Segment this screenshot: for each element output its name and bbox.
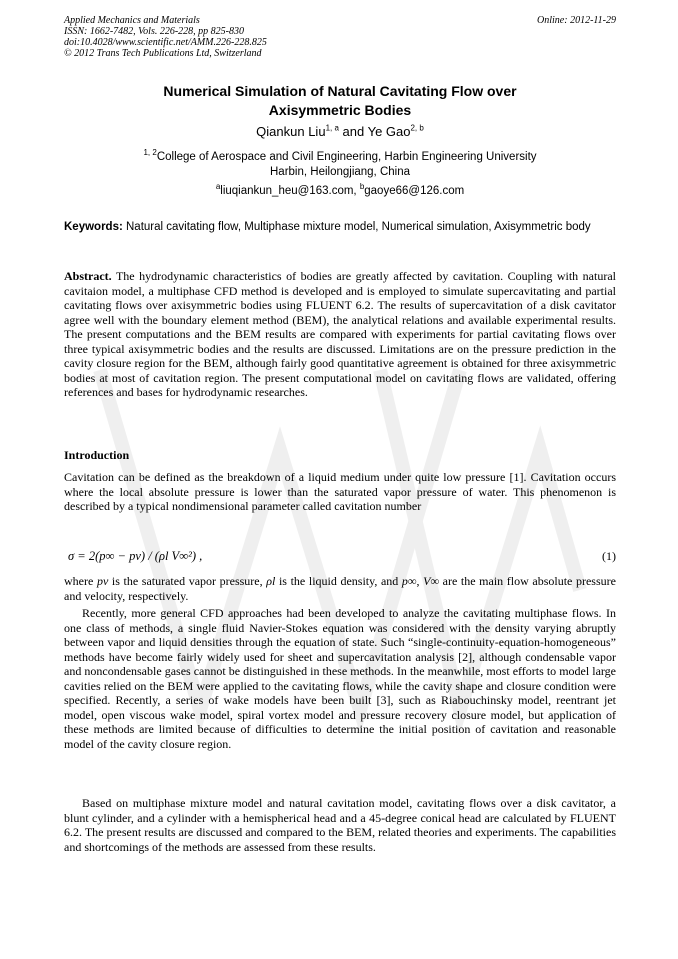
where-text-5: are the main flow absolute pressure and velocity, respectively.: [64, 574, 616, 603]
paper-title: [64, 82, 616, 120]
where-text-2: is the saturated vapor pressure,: [108, 574, 267, 588]
abstract: [64, 269, 616, 400]
symbol-p-inf: p∞: [401, 574, 417, 588]
equation-number: (1): [602, 549, 616, 563]
email-a-superscript: a: [215, 182, 221, 192]
affiliation: [64, 150, 616, 180]
affiliation-line-2: Harbin, Heilongjiang, China: [270, 166, 410, 178]
copyright-line: © 2012 Trans Tech Publications Ltd, Switzerland: [64, 48, 262, 59]
affiliation-superscript: 1, 2: [143, 148, 157, 158]
email-a: liuqiankun_heu@163.com,: [220, 185, 360, 197]
symbol-pv: pv: [96, 574, 109, 588]
author-1-superscript: 1, a: [325, 123, 339, 133]
where-text-1: where: [64, 574, 97, 588]
affiliation-line-1: College of Aerospace and Civil Engineering, Harbin Engineering University: [156, 151, 537, 163]
where-text-3: is the liquid density, and: [275, 574, 402, 588]
author-2: and Ye Gao: [338, 124, 411, 139]
abstract-text: The hydrodynamic characteristics of bodies are greatly affected by cavitation. Coupling with natural cavitaion model, a multiphase CFD method is developed and is employed to simulate supercavitating and partial cavitating flows over axisymmetric bodies using FLUENT 6.2. The results of supercavitation of a disk cavitator agree well with the boundary element method (BEM), the analytical relations and available experimental results. The present computations and the BEM results are compared with experiments for partial cavitating flows over three typical axisymmetric bodies and the results are discussed. Limitations are on the pressure prediction in the cavity closure region for the BEM, although fairly good quantitative agreement is obtained for three axisymmetric bodies at most of cavitation region. The present computational model on cavitating flows are validated, offering references and bases for hydrodynamic researches.: [64, 269, 616, 399]
symbol-rho-l: ρl: [266, 574, 276, 588]
where-text-4: ,: [416, 574, 424, 588]
journal-header: [64, 15, 616, 59]
intro-paragraph-3: Based on multiphase mixture model and natural cavitation model, cavitating flows over a disk cavitator, a blunt cylinder, and a cylinder with a hemispherical head and a 45-degree conical head are calculated by FLUENT 6.2. The present results are discussed and compared to the BEM, related theories and experiments. The capabilities and shortcomings of the methods are assessed from these results.: [64, 796, 616, 854]
title-line-1: Numerical Simulation of Natural Cavitating Flow over: [163, 83, 517, 99]
intro-paragraph-1: Cavitation can be defined as the breakdown of a liquid medium under quite low pressure [1]. Cavitation occurs where the local absolute pressure is lower than the saturated vapor pressure of water. This phenomenon is described by a typical nondimensional parameter called cavitation number: [64, 470, 616, 513]
keywords-text: Natural cavitating flow, Multiphase mixture model, Numerical simulation, Axisymmetric body: [122, 221, 591, 233]
keywords-label: Keywords:: [64, 221, 123, 233]
author-1: Qiankun Liu: [256, 124, 326, 139]
email-line: [64, 184, 616, 199]
equation-1: [64, 549, 616, 567]
journal-name: Applied Mechanics and Materials: [64, 15, 200, 26]
doi-line: doi:10.4028/www.scientific.net/AMM.226-228.825: [64, 37, 267, 48]
section-heading-introduction: Introduction: [64, 448, 130, 462]
issn-line: ISSN: 1662-7482, Vols. 226-228, pp 825-830: [64, 26, 244, 37]
where-clause: [64, 574, 616, 603]
email-b: gaoye66@126.com: [364, 185, 465, 197]
email-b-superscript: b: [359, 182, 365, 192]
intro-paragraph-2: Recently, more general CFD approaches had been developed to analyze the cavitating multiphase flows. In one class of methods, a single fluid Navier-Stokes equation was considered with the density varying abruptly between vapor and liquid densities through the equation of state. Such “single-continuity-equation-homogeneous” methods have become fairly widely used for sheet and supercavitation analysis [2], although condensable vapor and noncondensable gases cannot be distinguished in these methods. In the meanwhile, most efforts to model large cavities relied on the BEM were applied to the cavitating flows, while the cavity shape and closure condition were specified. Recently, a series of wake models have been built [3], such as Riabouchinsky model, reentrant jet model, open viscous wake model, spiral vortex model and pressure recovery closure model, but application of these methods are limited because of difficulties to determine the initial position of cavitation and reasonable model of the cavity closure region.: [64, 606, 616, 751]
author-list: [64, 124, 616, 140]
keywords: [64, 220, 616, 234]
title-line-2: Axisymmetric Bodies: [268, 102, 412, 118]
cavitation-number-formula: σ = 2(p∞ − pv) / (ρl V∞²) ,: [68, 549, 203, 563]
author-2-superscript: 2, b: [410, 123, 424, 133]
symbol-v-inf: V∞: [423, 574, 439, 588]
online-date: Online: 2012-11-29: [537, 15, 616, 26]
abstract-label: Abstract.: [64, 269, 112, 283]
